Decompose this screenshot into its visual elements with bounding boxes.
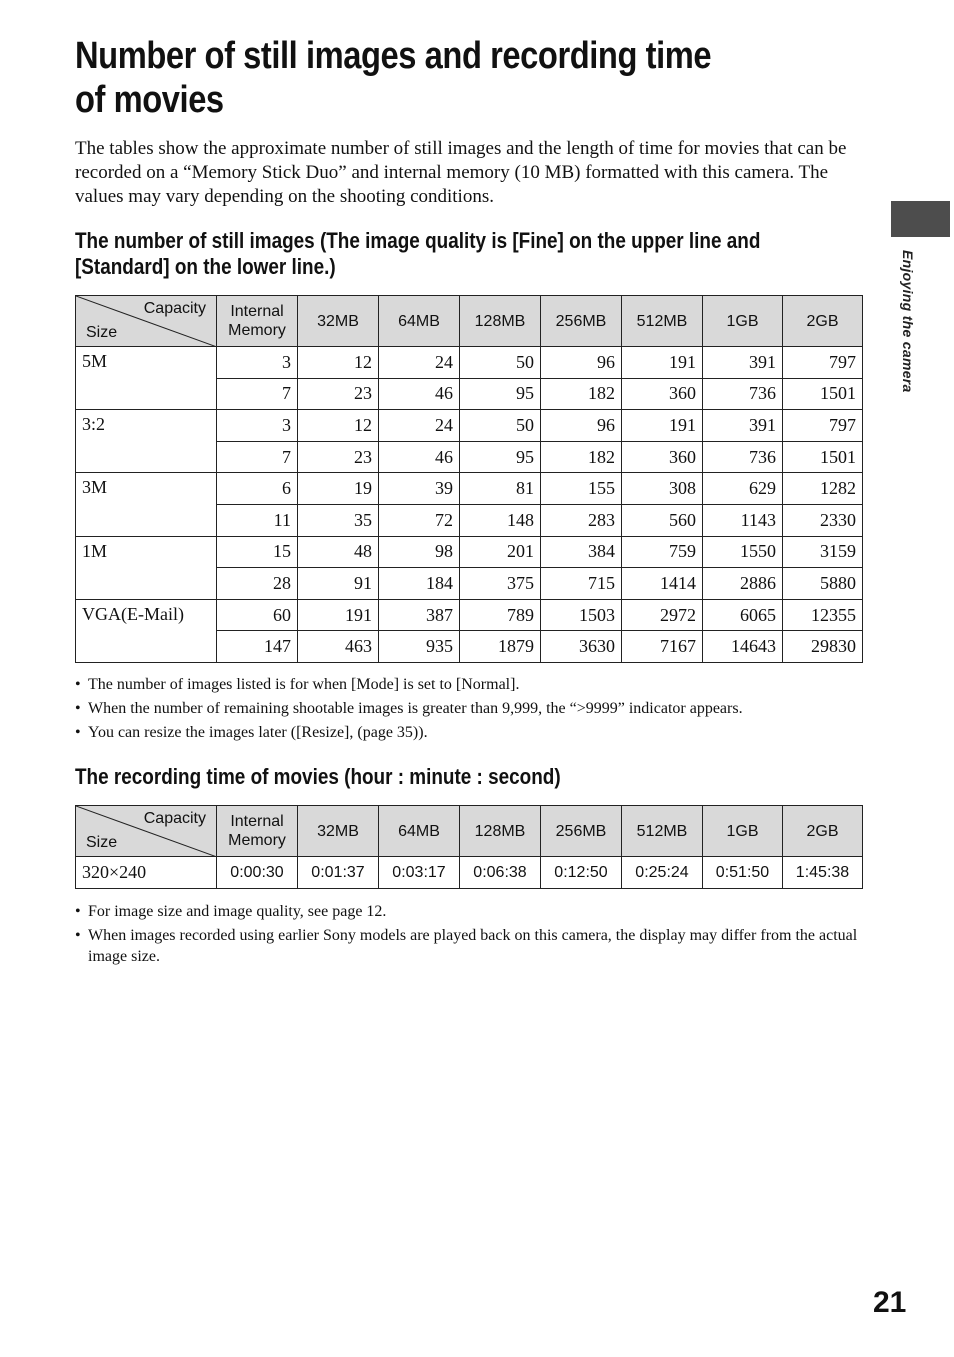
value-cell: 1501	[783, 441, 863, 473]
value-cell: 91	[298, 568, 379, 600]
value-cell: 1:45:38	[783, 857, 863, 889]
value-cell: 1503	[541, 599, 622, 631]
value-cell: 715	[541, 568, 622, 600]
size-label: Size	[86, 834, 118, 851]
intro-paragraph: The tables show the approximate number of still images and the length of time for movies that can be recorded on a “Memory Stick Duo” and internal memory (10 MB) formatted with this camera. The values may vary depending on the shooting conditions.	[75, 138, 847, 207]
value-cell: 375	[460, 568, 541, 600]
note-item: • The number of images listed is for when [Mode] is set to [Normal].	[75, 674, 865, 695]
note-item: • For image size and image quality, see page 12.	[75, 901, 865, 922]
value-cell: 19	[298, 473, 379, 505]
movie-time-heading: The recording time of movies (hour : minute : second)	[75, 764, 561, 789]
table-row	[76, 536, 863, 568]
size-cell: 3M	[76, 473, 217, 536]
value-cell: 46	[379, 441, 460, 473]
size-cell: 5M	[76, 347, 217, 410]
value-cell: 29830	[783, 631, 863, 663]
value-cell: 201	[460, 536, 541, 568]
chapter-tab-marker	[891, 201, 950, 237]
value-cell: 148	[460, 504, 541, 536]
value-cell: 95	[460, 378, 541, 410]
value-cell: 23	[298, 441, 379, 473]
value-cell: 2330	[783, 504, 863, 536]
capacity-label: Capacity	[143, 300, 206, 317]
value-cell: 191	[622, 410, 703, 442]
value-cell: 0:00:30	[217, 857, 298, 889]
size-cell: 1M	[76, 536, 217, 599]
value-cell: 24	[379, 347, 460, 379]
value-cell: 384	[541, 536, 622, 568]
value-cell: 96	[541, 410, 622, 442]
value-cell: 12355	[783, 599, 863, 631]
value-cell: 182	[541, 441, 622, 473]
value-cell: 23	[298, 378, 379, 410]
value-cell: 3	[217, 410, 298, 442]
value-cell: 3159	[783, 536, 863, 568]
value-cell: 0:12:50	[541, 857, 622, 889]
still-images-table	[75, 295, 863, 663]
value-cell: 7	[217, 441, 298, 473]
value-cell: 15	[217, 536, 298, 568]
table-row	[76, 347, 863, 379]
note-item: • When images recorded using earlier Sony models are played back on this camera, the display may differ from the actual image size.	[75, 925, 865, 967]
capacity-label: Capacity	[143, 810, 206, 827]
note-item: • You can resize the images later ([Resize], (page 35)).	[75, 722, 865, 743]
value-cell: 360	[622, 378, 703, 410]
page-number: 21	[873, 1286, 907, 1319]
value-cell: 391	[703, 347, 783, 379]
value-cell: 391	[703, 410, 783, 442]
value-cell: 629	[703, 473, 783, 505]
column-header: 128MB	[460, 296, 541, 347]
value-cell: 35	[298, 504, 379, 536]
column-header: Internal Memory	[217, 806, 298, 857]
value-cell: 24	[379, 410, 460, 442]
value-cell: 2972	[622, 599, 703, 631]
value-cell: 72	[379, 504, 460, 536]
corner-header-cell	[76, 806, 217, 857]
size-cell: 320×240	[76, 857, 217, 889]
column-header: 128MB	[460, 806, 541, 857]
value-cell: 14643	[703, 631, 783, 663]
value-cell: 736	[703, 378, 783, 410]
size-label: Size	[86, 324, 118, 341]
value-cell: 155	[541, 473, 622, 505]
size-cell: VGA(E-Mail)	[76, 599, 217, 662]
column-header: 64MB	[379, 296, 460, 347]
value-cell: 147	[217, 631, 298, 663]
column-header: 256MB	[541, 806, 622, 857]
column-header: 1GB	[703, 806, 783, 857]
value-cell: 1879	[460, 631, 541, 663]
value-cell: 6	[217, 473, 298, 505]
value-cell: 95	[460, 441, 541, 473]
value-cell: 736	[703, 441, 783, 473]
value-cell: 184	[379, 568, 460, 600]
value-cell: 3	[217, 347, 298, 379]
value-cell: 12	[298, 347, 379, 379]
value-cell: 789	[460, 599, 541, 631]
value-cell: 28	[217, 568, 298, 600]
value-cell: 5880	[783, 568, 863, 600]
movie-time-notes	[75, 901, 865, 970]
value-cell: 463	[298, 631, 379, 663]
still-images-notes	[75, 674, 865, 746]
value-cell: 797	[783, 347, 863, 379]
column-header: 32MB	[298, 296, 379, 347]
table-header-row	[76, 806, 863, 857]
column-header: 2GB	[783, 806, 863, 857]
value-cell: 360	[622, 441, 703, 473]
value-cell: 0:25:24	[622, 857, 703, 889]
value-cell: 1143	[703, 504, 783, 536]
value-cell: 39	[379, 473, 460, 505]
value-cell: 50	[460, 347, 541, 379]
value-cell: 81	[460, 473, 541, 505]
column-header: 512MB	[622, 296, 703, 347]
table-row	[76, 599, 863, 631]
table-row	[76, 857, 863, 889]
column-header: 2GB	[783, 296, 863, 347]
value-cell: 3630	[541, 631, 622, 663]
value-cell: 1501	[783, 378, 863, 410]
value-cell: 60	[217, 599, 298, 631]
column-header: 64MB	[379, 806, 460, 857]
column-header: 256MB	[541, 296, 622, 347]
table-row	[76, 410, 863, 442]
column-header: 1GB	[703, 296, 783, 347]
value-cell: 191	[298, 599, 379, 631]
value-cell: 759	[622, 536, 703, 568]
value-cell: 2886	[703, 568, 783, 600]
value-cell: 12	[298, 410, 379, 442]
value-cell: 191	[622, 347, 703, 379]
value-cell: 1550	[703, 536, 783, 568]
table-row	[76, 473, 863, 505]
value-cell: 797	[783, 410, 863, 442]
value-cell: 182	[541, 378, 622, 410]
value-cell: 98	[379, 536, 460, 568]
value-cell: 11	[217, 504, 298, 536]
value-cell: 935	[379, 631, 460, 663]
column-header: 512MB	[622, 806, 703, 857]
value-cell: 50	[460, 410, 541, 442]
value-cell: 1414	[622, 568, 703, 600]
page-title: Number of still images and recording time of movies	[75, 35, 712, 121]
value-cell: 387	[379, 599, 460, 631]
value-cell: 0:03:17	[379, 857, 460, 889]
value-cell: 0:06:38	[460, 857, 541, 889]
value-cell: 308	[622, 473, 703, 505]
value-cell: 6065	[703, 599, 783, 631]
chapter-side-label: Enjoying the camera	[900, 250, 916, 393]
value-cell: 46	[379, 378, 460, 410]
table-header-row	[76, 296, 863, 347]
note-item: • When the number of remaining shootable images is greater than 9,999, the “>9999” indicator appears.	[75, 698, 865, 719]
still-images-heading: The number of still images (The image quality is [Fine] on the upper line and [Standard] on the lower line.)	[75, 228, 761, 279]
value-cell: 0:01:37	[298, 857, 379, 889]
movie-time-table	[75, 805, 863, 889]
value-cell: 7	[217, 378, 298, 410]
size-cell: 3:2	[76, 410, 217, 473]
column-header: Internal Memory	[217, 296, 298, 347]
value-cell: 48	[298, 536, 379, 568]
value-cell: 283	[541, 504, 622, 536]
value-cell: 560	[622, 504, 703, 536]
value-cell: 7167	[622, 631, 703, 663]
value-cell: 96	[541, 347, 622, 379]
value-cell: 1282	[783, 473, 863, 505]
corner-header-cell	[76, 296, 217, 347]
column-header: 32MB	[298, 806, 379, 857]
value-cell: 0:51:50	[703, 857, 783, 889]
